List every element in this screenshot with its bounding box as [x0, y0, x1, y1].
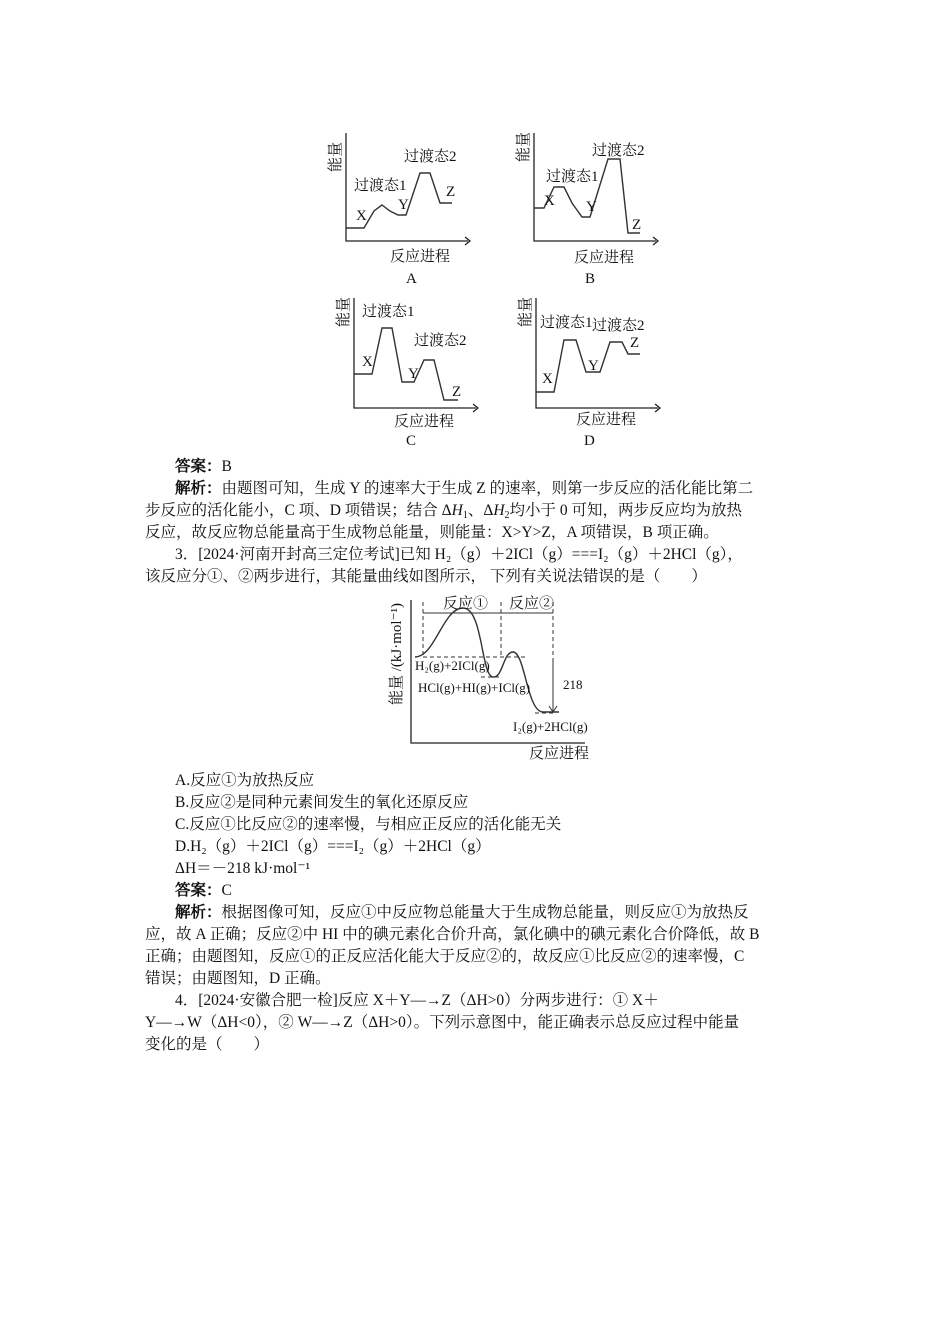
- step1-label: 反应①: [443, 596, 489, 612]
- q3-option-d-enthalpy: ΔH＝－218 kJ·mol⁻¹: [175, 860, 311, 877]
- q4-stem-line1: 4．[2024·安徽合肥一检]反应 X＋Y―→Z（ΔH>0）分两步进行：① X＋: [175, 992, 659, 1009]
- label-ts2: 过渡态2: [404, 149, 457, 165]
- y-axis-label: 能量: [328, 141, 344, 173]
- q2-analysis-line3: 反应，故反应物总能量高于生成物总能量，则能量：X>Y>Z，A 项错误，B 项正确。: [145, 524, 719, 541]
- q3-analysis-line3: 正确；由题图知，反应①的正反应活化能大于反应②的，故反应①比反应②的速率慢，C: [145, 948, 745, 965]
- label-z: Z: [630, 335, 640, 351]
- answer-value: C: [221, 882, 232, 899]
- q2-analysis-line2: 步反应的活化能小，C 项、D 项错误；结合 $\Delta H_1$、$\Delta H_2$均小于 0 可知，两步反应均为放热: [145, 502, 743, 521]
- label-ts2: 过渡态2: [592, 143, 645, 159]
- question-source: [2024·河南开封高三定位考试]: [198, 546, 400, 563]
- label-z: Z: [446, 184, 456, 200]
- q3-option-a: A.反应①为放热反应: [175, 772, 315, 789]
- intermediate-label: HCl(g)+HI(g)+ICl(g): [418, 680, 531, 695]
- q3-energy-diagram: [385, 588, 615, 763]
- x-axis-label: 反应进程: [576, 411, 637, 428]
- q3-option-c: C.反应①比反应②的速率慢，与相应正反应的活化能无关: [175, 816, 562, 833]
- label-ts1: 过渡态1: [540, 315, 593, 331]
- question-number: 3．: [175, 546, 199, 563]
- q3-analysis-line4: 错误；由题图知，D 正确。: [145, 970, 331, 987]
- label-x: X: [544, 193, 555, 209]
- label-ts1: 过渡态1: [546, 169, 599, 185]
- option-letter: B: [585, 271, 596, 287]
- analysis-label: 解析：: [175, 904, 222, 921]
- x-axis-label: 反应进程: [390, 248, 451, 265]
- label-x: X: [362, 354, 373, 370]
- q4-stem-line2: Y―→W（ΔH<0），② W―→Z（ΔH>0）。下列示意图中，能正确表示总反应过程中能量: [145, 1014, 740, 1031]
- label-y: Y: [408, 366, 419, 382]
- label-y: Y: [586, 199, 597, 215]
- q3-analysis-line2: 应，故 A 正确；反应②中 HI 中的碘元素化合价升高，氯化碘中的碘元素化合价降低，故 B: [145, 926, 760, 943]
- reactants-label: H₂(g)+2ICl(g): [415, 658, 490, 673]
- option-letter: A: [406, 271, 417, 287]
- y-axis-label: 能量: [336, 296, 352, 328]
- label-ts2: 过渡态2: [414, 333, 467, 349]
- label-ts1: 过渡态1: [362, 304, 415, 320]
- y-axis-label: 能量 /(kJ·mol⁻¹): [389, 603, 405, 705]
- x-axis-label: 反应进程: [574, 249, 635, 266]
- label-z: Z: [452, 384, 462, 400]
- answer-value: B: [221, 458, 232, 475]
- question-number: 4．: [175, 992, 199, 1009]
- label-y: Y: [588, 358, 599, 374]
- q4-stem-line3: 变化的是（ ）: [145, 1036, 270, 1053]
- q2-answer: [175, 456, 232, 478]
- x-axis-label: 反应进程: [394, 413, 455, 430]
- products-label: I₂(g)+2HCl(g): [513, 719, 588, 734]
- diagram-option-b: [510, 125, 675, 290]
- x-axis-label: 反应进程: [529, 745, 590, 762]
- option-letter: D: [584, 433, 595, 449]
- label-y: Y: [398, 197, 409, 213]
- q3-analysis-line1: 解析：根据图像可知，反应①中反应物总能量大于生成物总能量，则反应①为放热反: [175, 904, 749, 921]
- delta-label: 218: [563, 677, 583, 692]
- q3-option-b: B.反应②是同种元素间发生的氧化还原反应: [175, 794, 469, 811]
- question-source: [2024·安徽合肥一检]: [198, 992, 338, 1009]
- y-axis-label: 能量: [518, 296, 534, 328]
- answer-label: 答案：: [175, 882, 222, 899]
- label-z: Z: [632, 217, 642, 233]
- label-ts2: 过渡态2: [592, 318, 645, 334]
- option-letter: C: [406, 433, 417, 449]
- q3-stem-line2: 该反应分①、②两步进行，其能量曲线如图所示， 下列有关说法错误的是（ ）: [145, 568, 707, 585]
- label-ts1: 过渡态1: [354, 178, 407, 194]
- analysis-label: 解析：: [175, 480, 222, 497]
- q3-answer: [175, 880, 232, 902]
- q3-option-d: D.H₂（g）＋2ICl（g）===I₂（g）＋2HCl（g）: [175, 838, 491, 855]
- step2-label: 反应②: [509, 596, 555, 612]
- q2-analysis-line1: 解析：由题图可知，生成 Y 的速率大于生成 Z 的速率，则第一步反应的活化能比第二: [175, 480, 754, 497]
- y-axis-label: 能量: [516, 131, 532, 163]
- label-x: X: [356, 208, 367, 224]
- diagram-option-d: [516, 290, 681, 455]
- q3-stem-line1: 3．[2024·河南开封高三定位考试]已知 H₂（g）＋2ICl（g）===I₂（g）＋2HCl（g），: [175, 546, 743, 563]
- answer-label: 答案：: [175, 458, 222, 475]
- diagram-option-c: [330, 290, 495, 455]
- label-x: X: [542, 371, 553, 387]
- diagram-option-a: [322, 125, 487, 290]
